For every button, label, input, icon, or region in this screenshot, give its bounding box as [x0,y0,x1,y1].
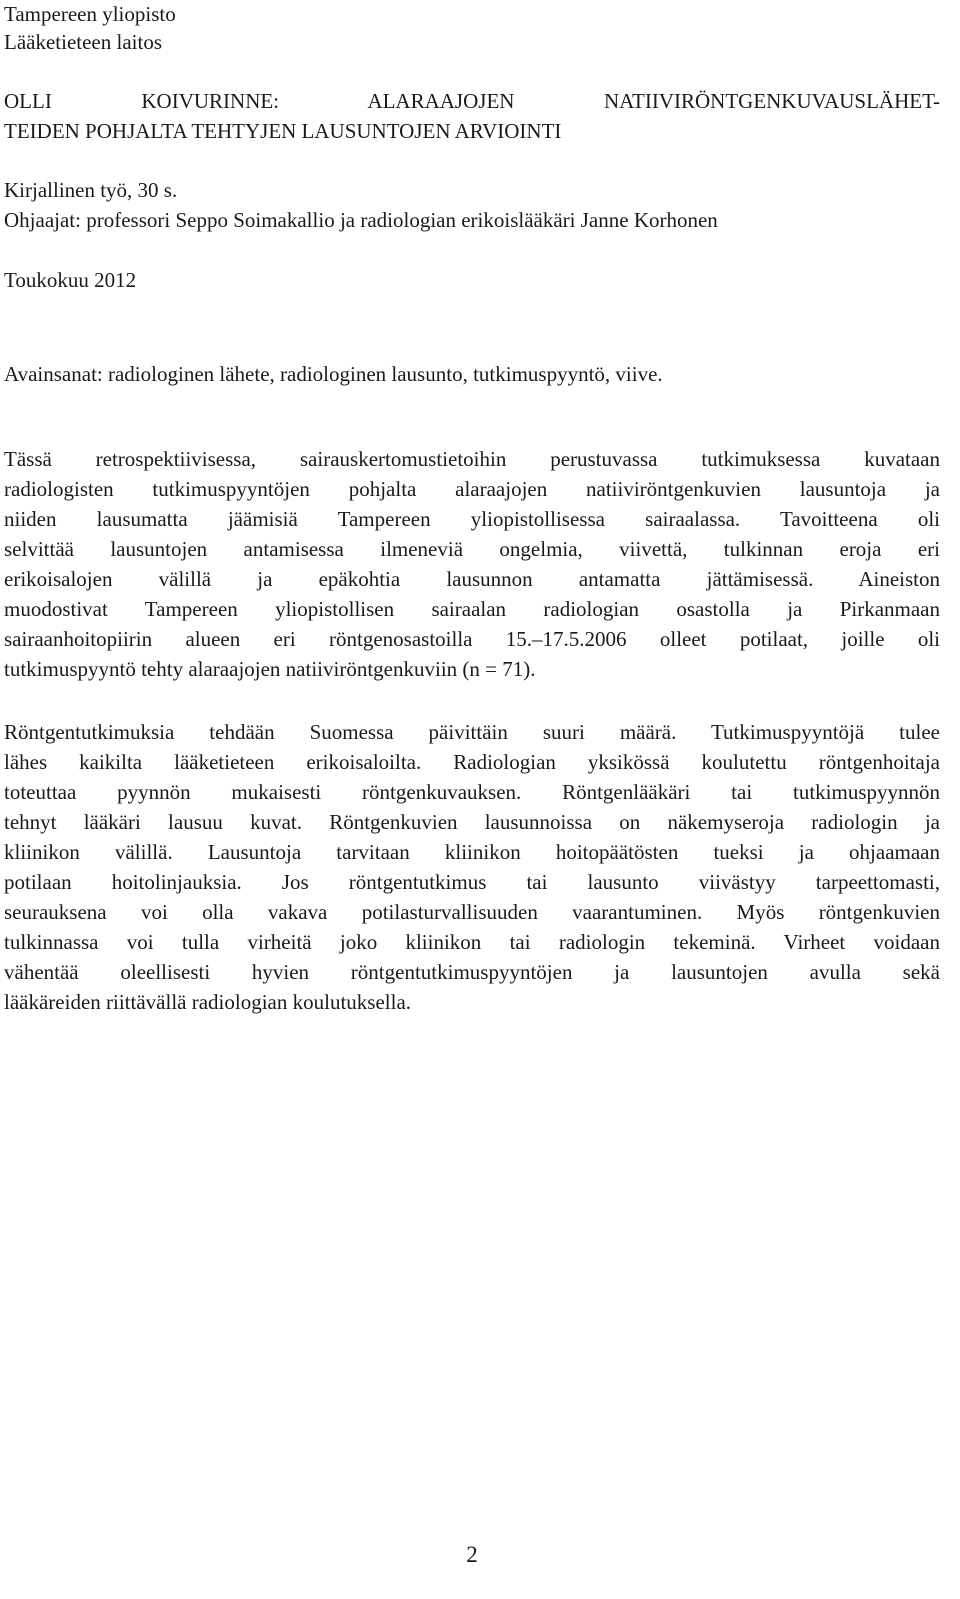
paragraph-line: Tässä retrospektiivisessa, sairauskertomustietoihin perustuvassa tutkimuksessa kuvataan [4,447,940,471]
paragraph-line: toteuttaa pyynnön mukaisesti röntgenkuvauksen. Röntgenlääkäri tai tutkimuspyynnön [4,780,940,804]
paragraph-line: sairaanhoitopiirin alueen eri röntgenosastoilla 15.–17.5.2006 olleet potilaat, joille oli [4,627,940,651]
paragraph-line: Röntgentutkimuksia tehdään Suomessa päivittäin suuri määrä. Tutkimuspyyntöjä tulee [4,720,940,744]
abstract-paragraph-2 [4,717,940,1017]
paragraph-line: tutkimuspyyntö tehty alaraajojen natiiviröntgenkuviin (n = 71). [4,657,536,681]
paragraph-line: tehnyt lääkäri lausuu kuvat. Röntgenkuvien lausunnoissa on näkemyseroja radiologin ja [4,810,940,834]
paragraph-line: radiologisten tutkimuspyyntöjen pohjalta alaraajojen natiiviröntgenkuvien lausuntoja ja [4,477,940,501]
paragraph-line: seurauksena voi olla vakava potilasturvallisuuden vaarantuminen. Myös röntgenkuvien [4,900,940,924]
paragraph-line: muodostivat Tampereen yliopistollisen sairaalan radiologian osastolla ja Pirkanmaan [4,597,940,621]
university-name: Tampereen yliopisto [4,2,176,26]
paragraph-line: potilaan hoitolinjauksia. Jos röntgentutkimus tai lausunto viivästyy tarpeettomasti, [4,870,940,894]
paragraph-line: kliinikon välillä. Lausuntoja tarvitaan kliinikon hoitopäätösten tueksi ja ohjaamaan [4,840,940,864]
publication-date: Toukokuu 2012 [4,268,137,292]
work-description: Kirjallinen työ, 30 s. [4,178,178,202]
paragraph-line: lääkäreiden riittävällä radiologian koulutuksella. [4,990,412,1014]
paragraph-line: tulkinnassa voi tulla virheitä joko kliinikon tai radiologin tekeminä. Virheet voidaan [4,930,940,954]
paragraph-line: erikoisalojen välillä ja epäkohtia lausunnon antamatta jättämisessä. Aineiston [4,567,940,591]
abstract-paragraph-1 [4,444,940,684]
thesis-title-line-1: OLLI KOIVURINNE: ALARAAJOJEN NATIIVIRÖNTGENKUVAUSLÄHET- [4,89,940,113]
supervisors: Ohjaajat: professori Seppo Soimakallio ja radiologian erikoislääkäri Janne Korhonen [4,208,718,232]
page-number: 2 [466,1542,478,1567]
thesis-title-line-2: TEIDEN POHJALTA TEHTYJEN LAUSUNTOJEN ARVIOINTI [4,119,562,143]
faculty-name: Lääketieteen laitos [4,30,163,54]
paragraph-line: lähes kaikilta lääketieteen erikoisaloilta. Radiologian yksikössä koulutettu röntgenhoitaja [4,750,940,774]
keywords: Avainsanat: radiologinen lähete, radiologinen lausunto, tutkimuspyyntö, viive. [4,362,663,386]
paragraph-line: niiden lausumatta jäämisiä Tampereen yliopistollisessa sairaalassa. Tavoitteena oli [4,507,940,531]
paragraph-line: vähentää oleellisesti hyvien röntgentutkimuspyyntöjen ja lausuntojen avulla sekä [4,960,940,984]
paragraph-line: selvittää lausuntojen antamisessa ilmeneviä ongelmia, viivettä, tulkinnan eroja eri [4,537,940,561]
